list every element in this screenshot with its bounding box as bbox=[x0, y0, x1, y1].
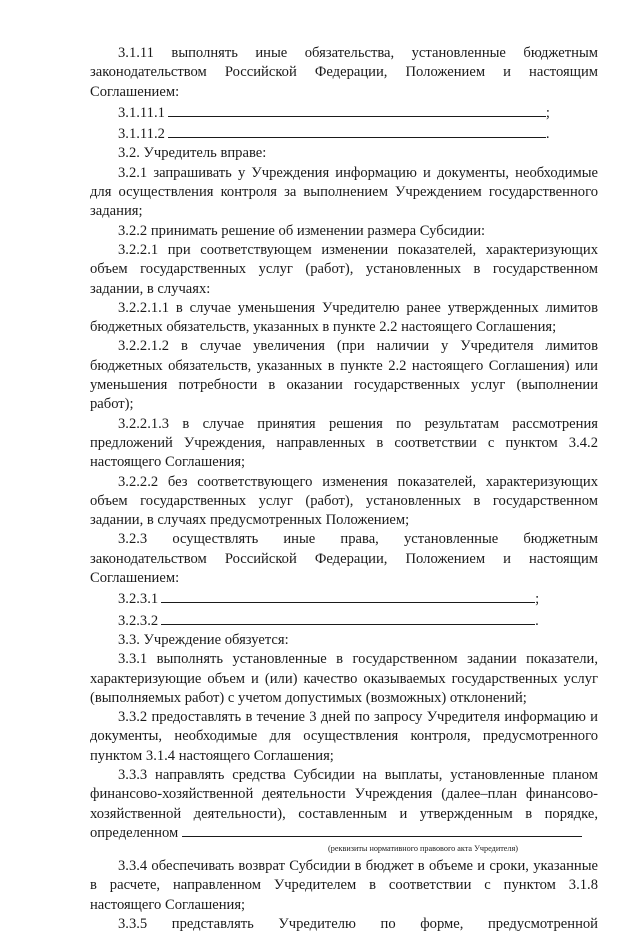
blank-line-end: . bbox=[535, 612, 539, 629]
clause-3-2-2-1-3: 3.2.2.1.3 в случае принятия решения по результатам рассмотрения предложений Учреждения, направленных в соответствии с пунктом 3.4.2 настоящего Соглашения; bbox=[90, 415, 598, 471]
blank-line-end: ; bbox=[535, 591, 540, 608]
blank-underline bbox=[168, 123, 546, 138]
blank-line-3-1-11-2 bbox=[118, 123, 598, 144]
document-page bbox=[90, 44, 598, 934]
clause-3-3-4: 3.3.4 обеспечивать возврат Субсидии в бюджет в объеме и сроки, указанные в расчете, направленном Учредителем в соответствии с пунктом 3.1.8 настоящего Соглашения; bbox=[90, 858, 598, 913]
blank-line-3-2-3-2 bbox=[118, 610, 598, 631]
blank-line-label: 3.1.11.2 bbox=[118, 126, 165, 143]
clause-3-2-3: 3.2.3 осуществлять иные права, установленные бюджетным законодательством Российской Федерации, Положением и настоящим Соглашением: bbox=[90, 531, 598, 587]
blank-line-3-2-3-1 bbox=[118, 588, 598, 609]
clause-3-3: 3.3. Учреждение обязуется: bbox=[118, 631, 289, 648]
blank-underline bbox=[182, 824, 582, 837]
clause-3-2-1: 3.2.1 запрашивать у Учреждения информацию и документы, необходимые для осуществления контроля за выполнением Учреждением государственного задания; bbox=[90, 164, 598, 220]
clause-3-2-2-1-1: 3.2.2.1.1 в случае уменьшения Учредителю ранее утвержденных лимитов бюджетных обязательств, указанных в пункте 2.2 настоящего Соглашения; bbox=[90, 299, 598, 336]
blank-underline bbox=[168, 102, 546, 117]
blank-line-label: 3.2.3.1 bbox=[118, 591, 159, 608]
clause-3-2-2-2: 3.2.2.2 без соответствующего изменения показателей, характеризующих объем государственных услуг (работ), установленных в государственном задании, в случаях предусмотренных Положением; bbox=[90, 473, 598, 529]
clause-3-1-11: 3.1.11 выполнять иные обязательства, установленные бюджетным законодательством Российской Федерации, Положением и настоящим Соглашением: bbox=[90, 45, 598, 100]
clause-3-3-2: 3.3.2 предоставлять в течение 3 дней по запросу Учредителя информацию и документы, необходимые для осуществления контроля, предусмотренного пунктом 3.1.4 настоящего Соглашения; bbox=[90, 709, 598, 764]
blank-line-end: ; bbox=[545, 104, 550, 121]
clause-3-3-1: 3.3.1 выполнять установленные в государственном задании показатели, характеризующие объем и (или) качество оказываемых государственных услуг (выполняемых работ) с учетом допустимых (возможных) отклонений; bbox=[90, 651, 598, 706]
blank-line-end: . bbox=[545, 126, 550, 143]
blank-underline bbox=[161, 588, 535, 603]
clause-3-2-2-1-2: 3.2.2.1.2 в случае увеличения (при наличии у Учредителя лимитов бюджетных обязательств, указанных в пункте 2.2 настоящего Соглашения) или уменьшения потребности в оказании государственных услуг (выполнении работ); bbox=[90, 338, 598, 413]
blank-line-label: 3.2.3.2 bbox=[118, 612, 159, 629]
clause-3-3-3-tail-text: определенном bbox=[90, 824, 179, 841]
clause-3-3-3-tail bbox=[90, 824, 598, 843]
clause-3-3-5: 3.3.5 представлять Учредителю по форме, предусмотренной bbox=[118, 916, 598, 933]
blank-line-3-1-11-1 bbox=[118, 102, 598, 123]
clause-3-2-2-1: 3.2.2.1 при соответствующем изменении показателей, характеризующих объем государственных услуг (работ), установленных в государственном задании, в случаях: bbox=[90, 241, 598, 297]
blank-line-label: 3.1.11.1 bbox=[118, 104, 165, 121]
clause-3-2: 3.2. Учредитель вправе: bbox=[118, 145, 267, 162]
clause-3-2-2: 3.2.2 принимать решение об изменении размера Субсидии: bbox=[118, 222, 486, 239]
blank-underline bbox=[161, 610, 535, 625]
blank-caption: (реквизиты нормативного правового акта Учредителя) bbox=[328, 844, 518, 854]
clause-3-3-3: 3.3.3 направлять средства Субсидии на выплаты, установленные планом финансово-хозяйственной деятельности Учреждения (далее–план финансово-хозяйственной деятельности), составленным и утвержденным в порядке, bbox=[90, 766, 598, 822]
